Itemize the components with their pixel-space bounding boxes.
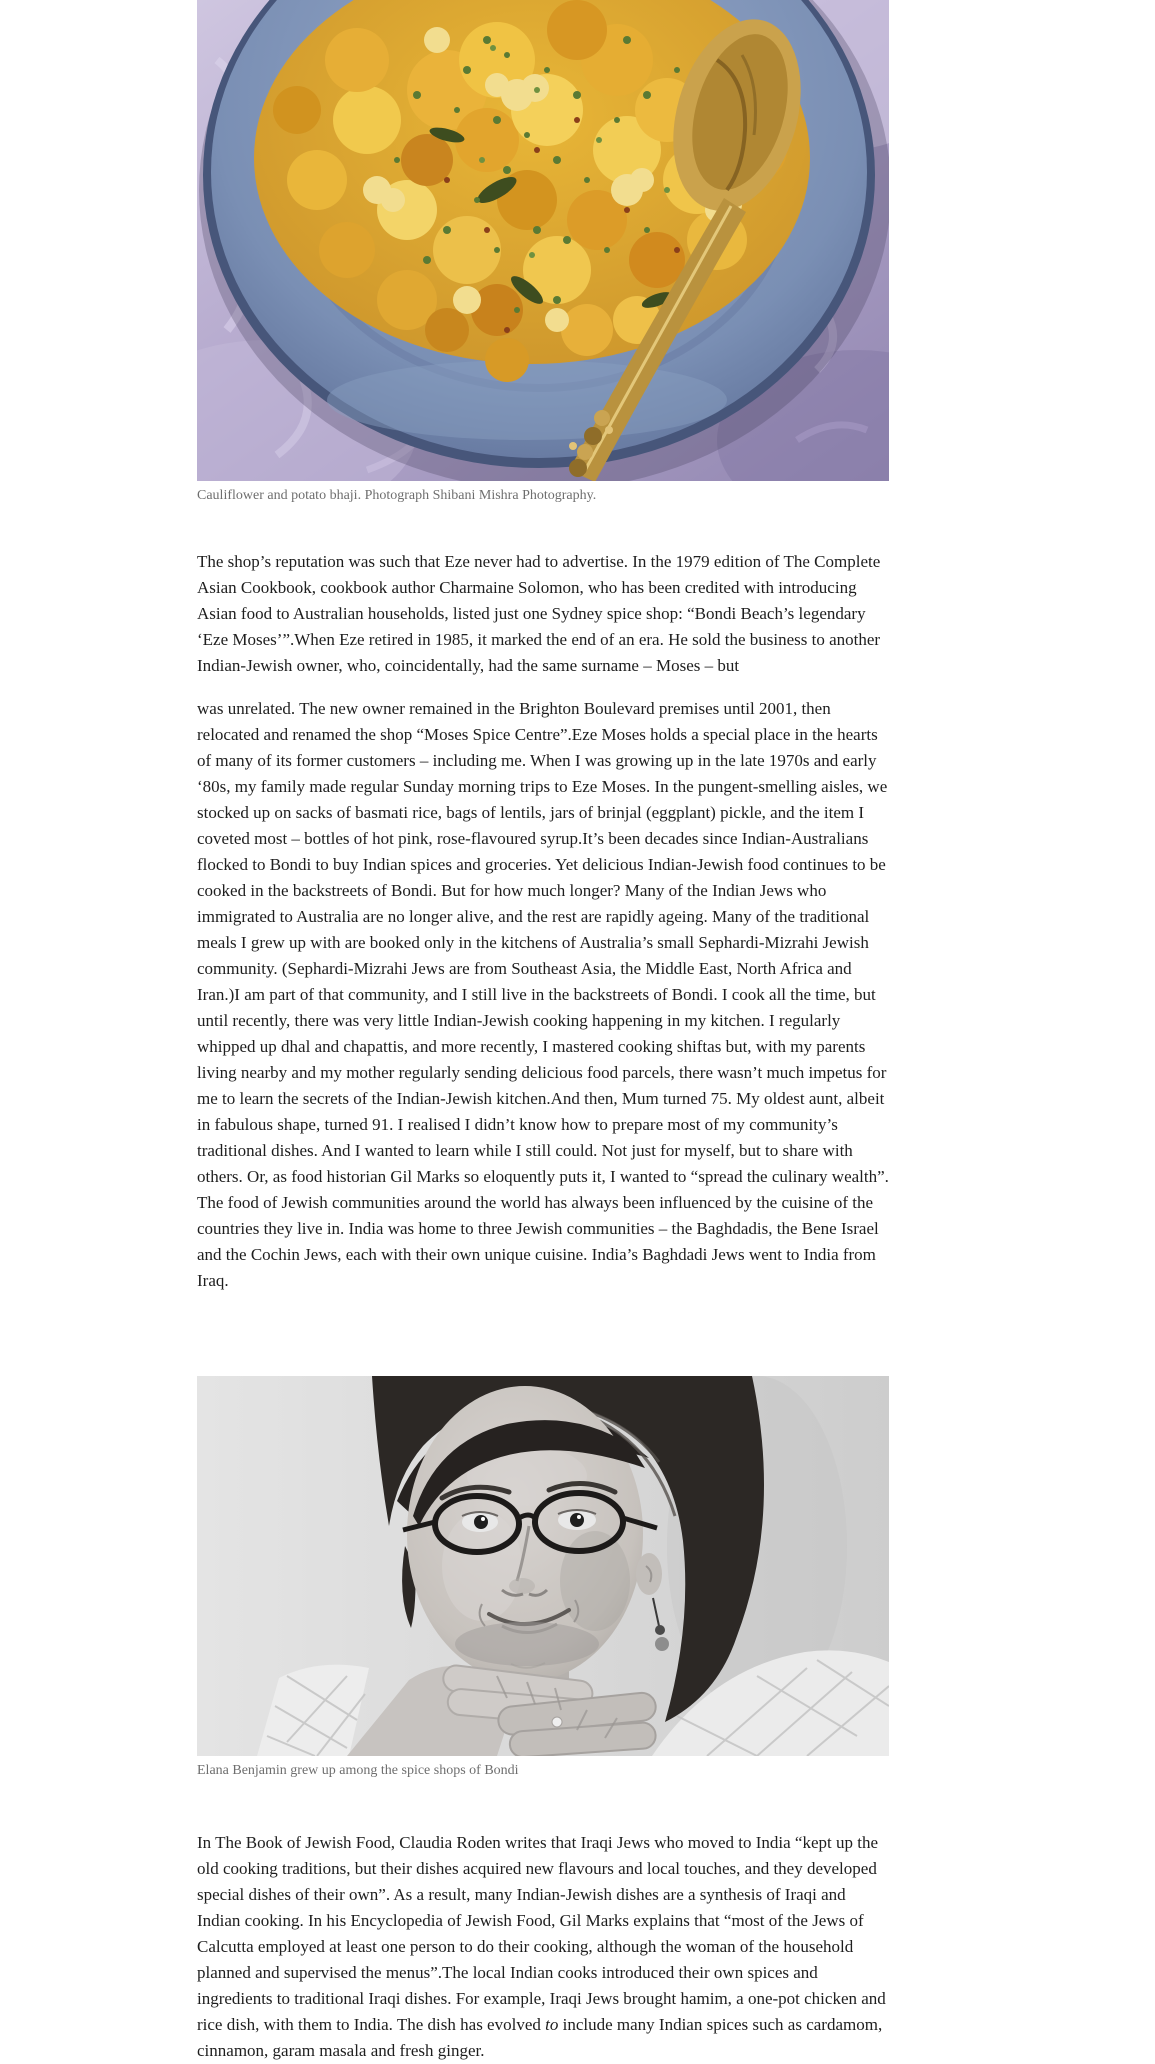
paragraph-3-italic-word: to	[545, 2015, 559, 2034]
portrait-caption: Elana Benjamin grew up among the spice shops of Bondi	[197, 1763, 519, 1778]
article-paragraph-3	[197, 1830, 889, 2064]
paragraph-3-text-before: In The Book of Jewish Food, Claudia Roden writes that Iraqi Jews who moved to India “kept up the old cooking traditions, but their dishes acquired new flavours and local touches, and they developed special dishes of their own”. As a result, many Indian-Jewish dishes are a synthesis of Iraqi and Indian cooking. In his Encyclopedia of Jewish Food, Gil Marks explains that “most of the Jews of Calcutta employed at least one person to do their cooking, although the woman of the household planned and supervised the menus”.The local Indian cooks introduced their own spices and ingredients to traditional Iraqi dishes. For example, Iraqi Jews brought hamim, a one-pot chicken and rice dish, with them to India. The dish has evolved	[197, 1833, 886, 2034]
portrait-figure	[197, 1376, 889, 1780]
article-paragraph-2: was unrelated. The new owner remained in the Brighton Boulevard premises until 2001, then relocated and renamed the shop “Moses Spice Centre”.Eze Moses holds a special place in the hearts of many of its former customers – including me. When I was growing up in the late 1970s and early ‘80s, my family made regular Sunday morning trips to Eze Moses. In the pungent-smelling aisles, we stocked up on sacks of basmati rice, bags of lentils, jars of brinjal (eggplant) pickle, and the item I coveted most – bottles of hot pink, rose-flavoured syrup.It’s been decades since Indian-Australians flocked to Bondi to buy Indian spices and groceries. Yet delicious Indian-Jewish food continues to be cooked in the backstreets of Bondi. But for how much longer? Many of the Indian Jews who immigrated to Australia are no longer alive, and the rest are rapidly ageing. Many of the traditional meals I grew up with are booked only in the kitchens of Australia’s small Sephardi-Mizrahi Jewish community. (Sephardi-Mizrahi Jews are from Southeast Asia, the Middle East, North Africa and Iran.)I am part of that community, and I still live in the backstreets of Bondi. I cook all the time, but until recently, there was very little Indian-Jewish cooking happening in my kitchen. I regularly whipped up dhal and chapattis, and more recently, I mastered cooking shiftas but, with my parents living nearby and my mother regularly sending delicious food parcels, there wasn’t much impetus for me to learn the secrets of the Indian-Jewish kitchen.And then, Mum turned 75. My oldest aunt, albeit in fabulous shape, turned 91. I realised I didn’t know how to prepare most of my community’s traditional dishes. And I wanted to learn while I still could. Not just for myself, but to share with others. Or, as food historian Gil Marks so eloquently puts it, I wanted to “spread the culinary wealth”. The food of Jewish communities around the world has always been influenced by the cuisine of the countries they live in. India was home to three Jewish communities – the Baghdadis, the Bene Israel and the Cochin Jews, each with their own unique cuisine. India’s Baghdadi Jews went to India from Iraq.	[197, 699, 889, 1290]
bhaji-photo-illustration	[197, 0, 889, 481]
article-body	[197, 0, 889, 2064]
bhaji-photo	[197, 0, 889, 481]
article-paragraph-1: The shop’s reputation was such that Eze never had to advertise. In the 1979 edition of The Complete Asian Cookbook, cookbook author Charmaine Solomon, who has been credited with introducing Asian food to Australian households, listed just one Sydney spice shop: “Bondi Beach’s legendary ‘Eze Moses’”.When Eze retired in 1985, it marked the end of an era. He sold the business to another Indian-Jewish owner, who, coincidentally, had the same surname – Moses – but	[197, 552, 881, 675]
portrait-photo-illustration	[197, 1376, 889, 1756]
bhaji-caption: Cauliflower and potato bhaji. Photograph Shibani Mishra Photography.	[197, 488, 597, 503]
portrait-photo	[197, 1376, 889, 1756]
bhaji-figure	[197, 0, 889, 505]
paragraph-3-text-after: include many Indian spices such as cardamom, cinnamon, garam masala and fresh ginger.	[197, 2015, 883, 2060]
